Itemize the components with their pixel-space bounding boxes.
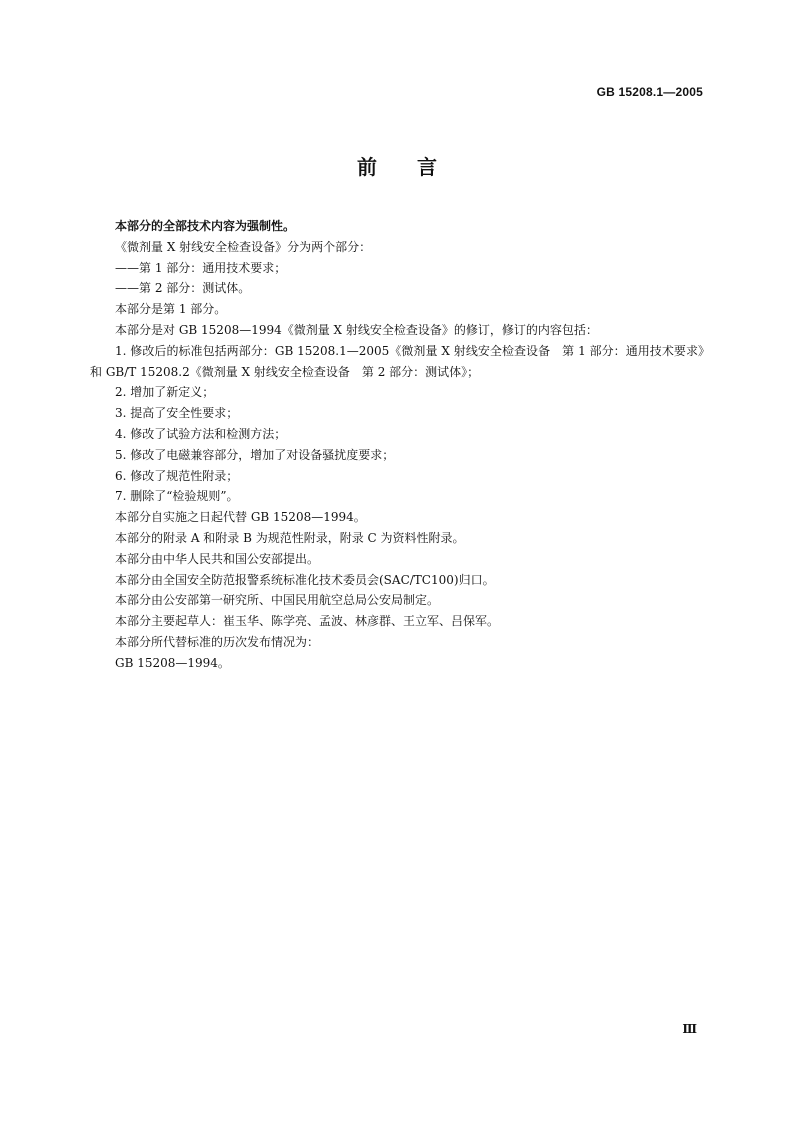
paragraph-drafted-by-org: 本部分由公安部第一研究所、中国民用航空总局公安局制定。 [115, 593, 440, 608]
standard-number: GB 15208.1—2005 [596, 85, 703, 99]
paragraph-centralized-by: 本部分由全国安全防范报警系统标准化技术委员会(SAC/TC100)归口。 [115, 572, 495, 587]
paragraph-replaces: 本部分自实施之日起代替 GB 15208—1994。 [115, 510, 366, 525]
paragraph-revision-item-3: 3. 提高了安全性要求； [115, 406, 239, 421]
paragraph-part-1: ——第 1 部分：通用技术要求； [115, 260, 287, 275]
paragraph-revision-item-7: 7. 删除了“检验规则”。 [115, 489, 239, 504]
page-number: Ⅲ [682, 1022, 697, 1036]
paragraph-history-intro: 本部分所代替标准的历次发布情况为： [115, 634, 320, 649]
paragraph-this-part: 本部分是第 1 部分。 [115, 302, 227, 317]
paragraph-revision-item-2: 2. 增加了新定义； [115, 385, 215, 400]
foreword-body [90, 216, 704, 674]
paragraph-annexes: 本部分的附录 A 和附录 B 为规范性附录，附录 C 为资料性附录。 [115, 530, 465, 545]
paragraph-mandatory-statement: 本部分的全部技术内容为强制性。 [115, 219, 296, 233]
paragraph-proposed-by: 本部分由中华人民共和国公安部提出。 [115, 551, 320, 566]
paragraph-drafters: 本部分主要起草人：崔玉华、陈学亮、孟波、林彦群、王立军、吕保军。 [115, 614, 500, 629]
paragraph-revision-intro: 本部分是对 GB 15208—1994《微剂量 X 射线安全检查设备》的修订，修订的内容包括： [115, 322, 598, 337]
page-title: 前言 [357, 155, 477, 179]
paragraph-parts-intro: 《微剂量 X 射线安全检查设备》分为两个部分： [115, 239, 372, 254]
paragraph-revision-item-1: 1. 修改后的标准包括两部分：GB 15208.1—2005《微剂量 X 射线安全检查设备 第 1 部分：通用技术要求》和 GB/T 15208.2《微剂量 X 射线安全检查设备 第 2 部分：测试体》； [90, 343, 704, 379]
paragraph-history-item: GB 15208—1994。 [115, 655, 230, 670]
paragraph-revision-item-5: 5. 修改了电磁兼容部分，增加了对设备骚扰度要求； [115, 447, 395, 462]
paragraph-revision-item-6: 6. 修改了规范性附录； [115, 468, 239, 483]
paragraph-part-2: ——第 2 部分：测试体。 [115, 281, 251, 296]
paragraph-revision-item-4: 4. 修改了试验方法和检测方法； [115, 426, 287, 441]
